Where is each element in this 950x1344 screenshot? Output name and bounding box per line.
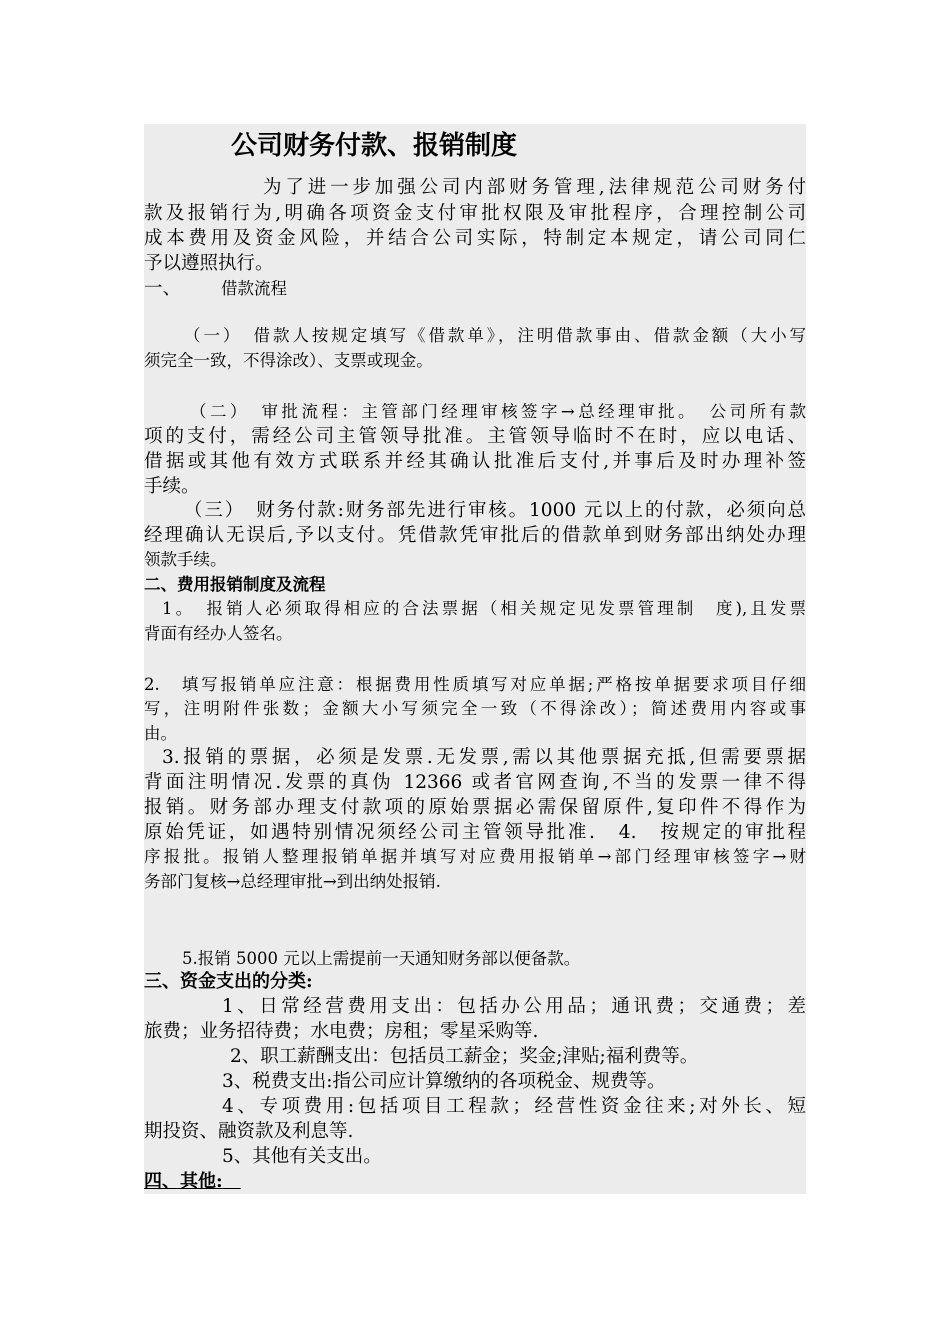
- section1-heading: [144, 278, 806, 300]
- document-title: 公司财务付款、报销制度: [231, 131, 518, 161]
- section2-item5: 5.报销 5000 元以上需提前一天通知财务部以便备款。: [182, 949, 581, 968]
- section1-item1-line-2: 须完全一致，不得涂改）、支票或现金。: [144, 351, 433, 370]
- section1-item3-line-2: 经理确认无误后,予以支付。凭借款凭审批后的借款单到财务部出纳处办理: [144, 525, 806, 546]
- section2-item4-line-2: 务部门复核→总经理审批→到出纳处报销.: [144, 872, 441, 891]
- section2-item2-line-1: 2. 填写报销单应注意：根据费用性质填写对应单据;严格按单据要求项目仔细: [144, 675, 806, 694]
- section2-item2-line-3: 由。: [144, 724, 177, 743]
- section2-item4-line-1: 序报批。报销人整理报销单据并填写对应费用报销单→部门经理审核签字→财: [144, 847, 806, 866]
- section3-item2: 2、职工薪酬支出：包括员工薪金；奖金;津贴;福利费等。: [230, 1046, 699, 1067]
- section3-item1-line-1: 1、日常经营费用支出：包括办公用品；通讯费；交通费；差: [222, 996, 806, 1017]
- section3-item1-line-2: 旅费；业务招待费；水电费；房租；零星采购等.: [144, 1021, 539, 1042]
- section2-item3-line-1: 3.报销的票据，必须是发票.无发票,需以其他票据充抵,但需要票据: [162, 747, 806, 768]
- section1-item3-line-1: （三） 财务付款:财务部先进行审核。1000 元以上的付款，必须向总: [184, 500, 806, 521]
- section1-item3-line-3: 领款手续。: [144, 550, 227, 569]
- intro-line-3: 成本费用及资金风险，并结合公司实际，特制定本规定，请公司同仁: [144, 228, 806, 249]
- section1-item2-line-3: 借据或其他有效方式联系并经其确认批准后支付,并事后及时办理补签: [144, 451, 806, 472]
- section2-item3-line-4: 原始凭证，如遇特别情况须经公司主管领导批准. 4. 按规定的审批程: [144, 822, 806, 843]
- section1-item2-line-4: 手续。: [144, 476, 200, 497]
- section4-heading-text: 四、其他:: [144, 1171, 223, 1192]
- section3-item5: 5、其他有关支出。: [222, 1146, 382, 1167]
- intro-line-2: 款及报销行为,明确各项资金支付审批权限及审批程序，合理控制公司: [144, 203, 806, 224]
- intro-line-1: 为了进一步加强公司内部财务管理,法律规范公司财务付: [263, 177, 806, 198]
- section3-heading: 三、资金支出的分类:: [144, 971, 313, 992]
- intro-line-4: 予以遵照执行。: [144, 253, 274, 274]
- section3-item3: 3、税费支出:指公司应计算缴纳的各项税金、规费等。: [222, 1071, 666, 1092]
- section2-item2-line-2: 写，注明附件张数；金额大小写须完全一致（不得涂改）；简述费用内容或事: [144, 699, 806, 718]
- section4-heading: [144, 1171, 806, 1193]
- section4-heading-underline: [223, 1171, 241, 1192]
- section1-item2-line-1: （二） 审批流程：主管部门经理审核签字→总经理审批。 公司所有款: [190, 402, 806, 421]
- section3-item4-line-1: 4、专项费用:包括项目工程款；经营性资金往来;对外长、短: [222, 1096, 806, 1117]
- section1-heading-number: 一、: [144, 278, 182, 299]
- section2-item1-line-2: 背面有经办人签名。: [144, 624, 293, 643]
- section2-heading: 二、费用报销制度及流程: [144, 575, 326, 594]
- section1-item2-line-2: 项的支付，需经公司主管领导批准。主管领导临时不在时，应以电话、: [144, 426, 806, 447]
- section3-item4-line-2: 期投资、融资款及利息等.: [144, 1121, 354, 1142]
- section2-item3-line-2: 背面注明情况.发票的真伪 12366 或者官网查询,不当的发票一律不得: [144, 772, 806, 793]
- section2-item1-line-1: 1。 报销人必须取得相应的合法票据（相关规定见发票管理制 度),且发票: [162, 599, 806, 618]
- section1-heading-text: 借款流程: [221, 279, 288, 298]
- section1-item1-line-1: （一） 借款人按规定填写《借款单》，注明借款事由、借款金额（大小写: [184, 326, 806, 345]
- section2-item3-line-3: 报销。财务部办理支付款项的原始票据必需保留原件,复印件不得作为: [144, 797, 806, 818]
